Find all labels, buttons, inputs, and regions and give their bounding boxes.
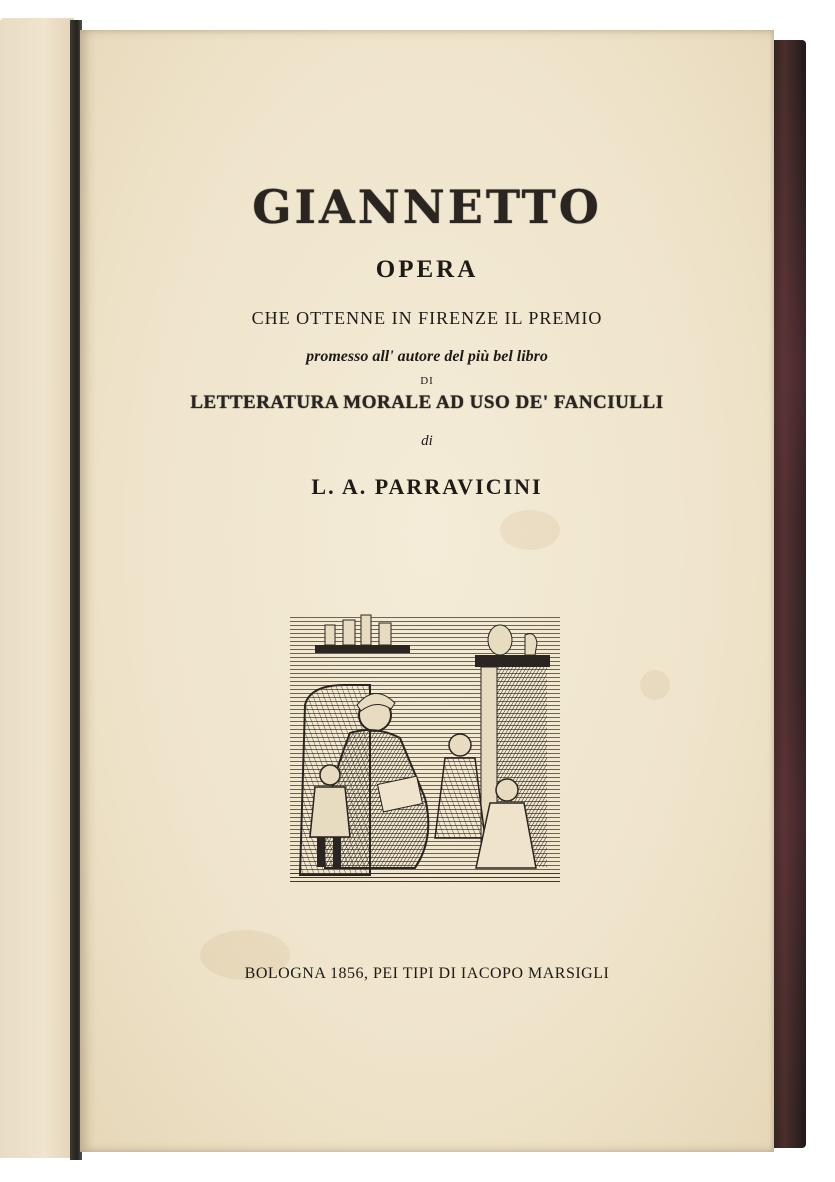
title-page — [80, 30, 774, 1152]
author-name: L. A. PARRAVICINI — [311, 474, 543, 499]
promise-line: promesso all' autore del più bel libro — [306, 348, 548, 365]
book-subtitle: OPERA — [375, 256, 479, 283]
imprint: BOLOGNA 1856, PEI TIPI DI IACOPO MARSIGLI — [244, 965, 610, 982]
di-line: DI — [420, 375, 434, 387]
book-title: GIANNETTO — [252, 180, 602, 234]
back-cover-edge — [770, 40, 806, 1148]
woodcut-illustration — [285, 605, 571, 895]
left-page-edge — [0, 18, 74, 1158]
award-line: CHE OTTENNE IN FIRENZE IL PREMIO — [251, 308, 603, 328]
paper-stain — [640, 670, 670, 700]
by-line: di — [421, 433, 433, 449]
genre-line: LETTERATURA MORALE AD USO DE' FANCIULLI — [190, 392, 664, 413]
paper-stain — [500, 510, 560, 550]
